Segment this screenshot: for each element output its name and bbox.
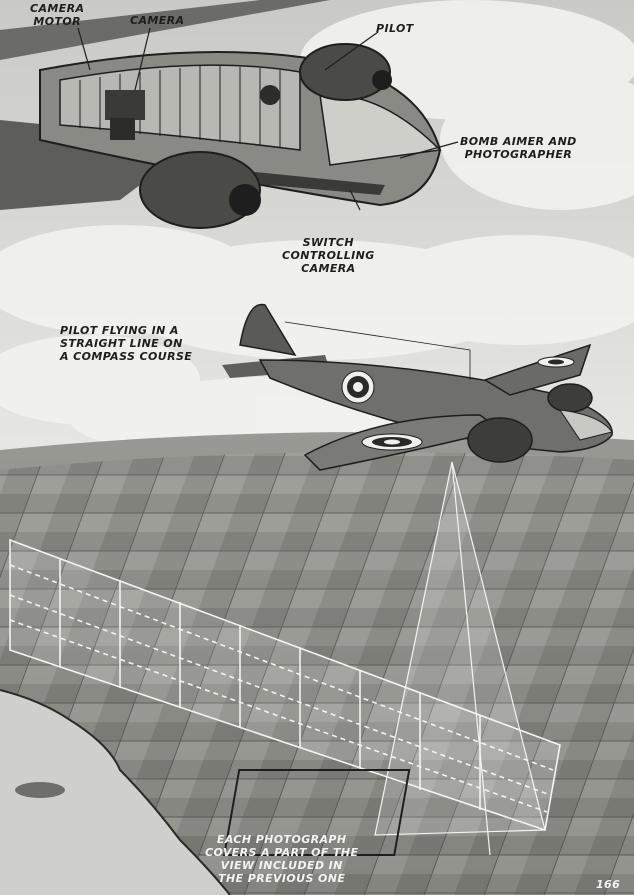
label-camera: CAMERA <box>130 14 185 27</box>
label-each-photo-line4: THE PREVIOUS ONE <box>218 872 346 885</box>
label-pilot-flying-line2: STRAIGHT LINE ON <box>60 337 183 350</box>
page-number: 166 <box>596 878 621 891</box>
label-camera-motor-line1: CAMERA <box>30 2 85 15</box>
label-camera-motor-line2: MOTOR <box>33 15 82 28</box>
label-switch-line3: CAMERA <box>301 262 356 275</box>
label-each-photograph <box>205 833 358 885</box>
label-pilot-flying <box>60 324 192 363</box>
label-each-photo-line3: VIEW INCLUDED IN <box>220 859 343 872</box>
label-bomb-aimer <box>460 135 577 161</box>
label-each-photo-line1: EACH PHOTOGRAPH <box>216 833 347 846</box>
label-each-photo-line2: COVERS A PART OF THE <box>205 846 359 859</box>
island <box>15 782 65 798</box>
pilot-figure <box>260 85 280 105</box>
label-pilot-flying-line3: A COMPASS COURSE <box>60 350 193 363</box>
roundel-fuselage <box>342 371 374 403</box>
label-bomb-aimer-line2: PHOTOGRAPHER <box>464 148 573 161</box>
label-camera-motor <box>30 2 84 28</box>
port-engine <box>468 418 532 462</box>
label-switch <box>282 236 375 275</box>
label-bomb-aimer-line1: BOMB AIMER AND <box>460 135 577 148</box>
camera-motor-unit <box>105 90 145 120</box>
starboard-engine <box>548 384 592 412</box>
label-switch-line1: SWITCH <box>302 236 355 249</box>
roundel-wing <box>362 434 422 450</box>
label-switch-line2: CONTROLLING <box>282 249 375 262</box>
label-pilot-flying-line1: PILOT FLYING IN A <box>60 324 179 337</box>
label-pilot: PILOT <box>376 22 414 35</box>
